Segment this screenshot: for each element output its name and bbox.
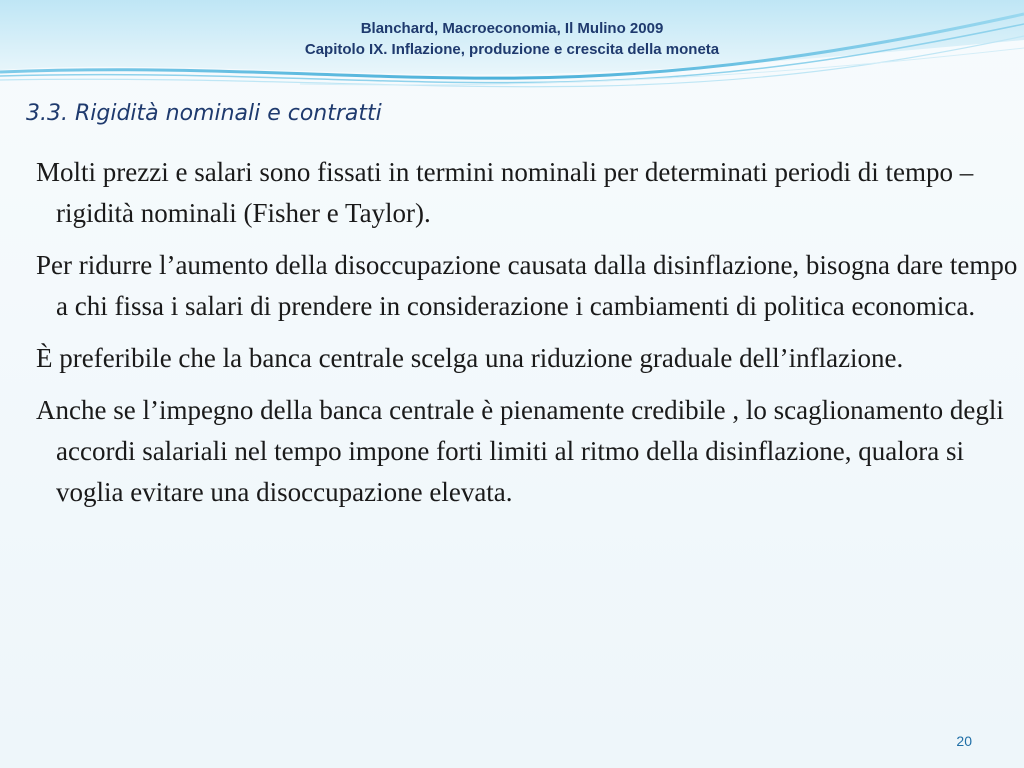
paragraph-1: Molti prezzi e salari sono fissati in termini nominali per determinati periodi di tempo – rigidità nominali (Fisher e Taylor).	[36, 157, 974, 228]
presentation-header	[0, 18, 1024, 60]
page-number: 20	[956, 733, 972, 749]
paragraph-2: Per ridurre l’aumento della disoccupazione causata dalla disinflazione, bisogna dare tempo a chi fissa i salari di prendere in considerazione i cambiamenti di politica economica.	[36, 250, 1018, 321]
header-line-book: Blanchard, Macroeconomia, Il Mulino 2009	[360, 20, 664, 37]
paragraph-4: Anche se l’impegno della banca centrale è pienamente credibile , lo scaglionamento degli accordi salariali nel tempo impone forti limiti al ritmo della disinflazione, qualora si voglia evitare una disoccupazione elevata.	[36, 395, 1004, 507]
header-line-chapter: Capitolo IX. Inflazione, produzione e crescita della moneta	[304, 41, 720, 58]
paragraph-3: È preferibile che la banca centrale scelga una riduzione graduale dell’inflazione.	[36, 343, 904, 373]
slide-body	[36, 152, 1020, 524]
section-title: 3.3. Rigidità nominali e contratti	[26, 101, 382, 126]
